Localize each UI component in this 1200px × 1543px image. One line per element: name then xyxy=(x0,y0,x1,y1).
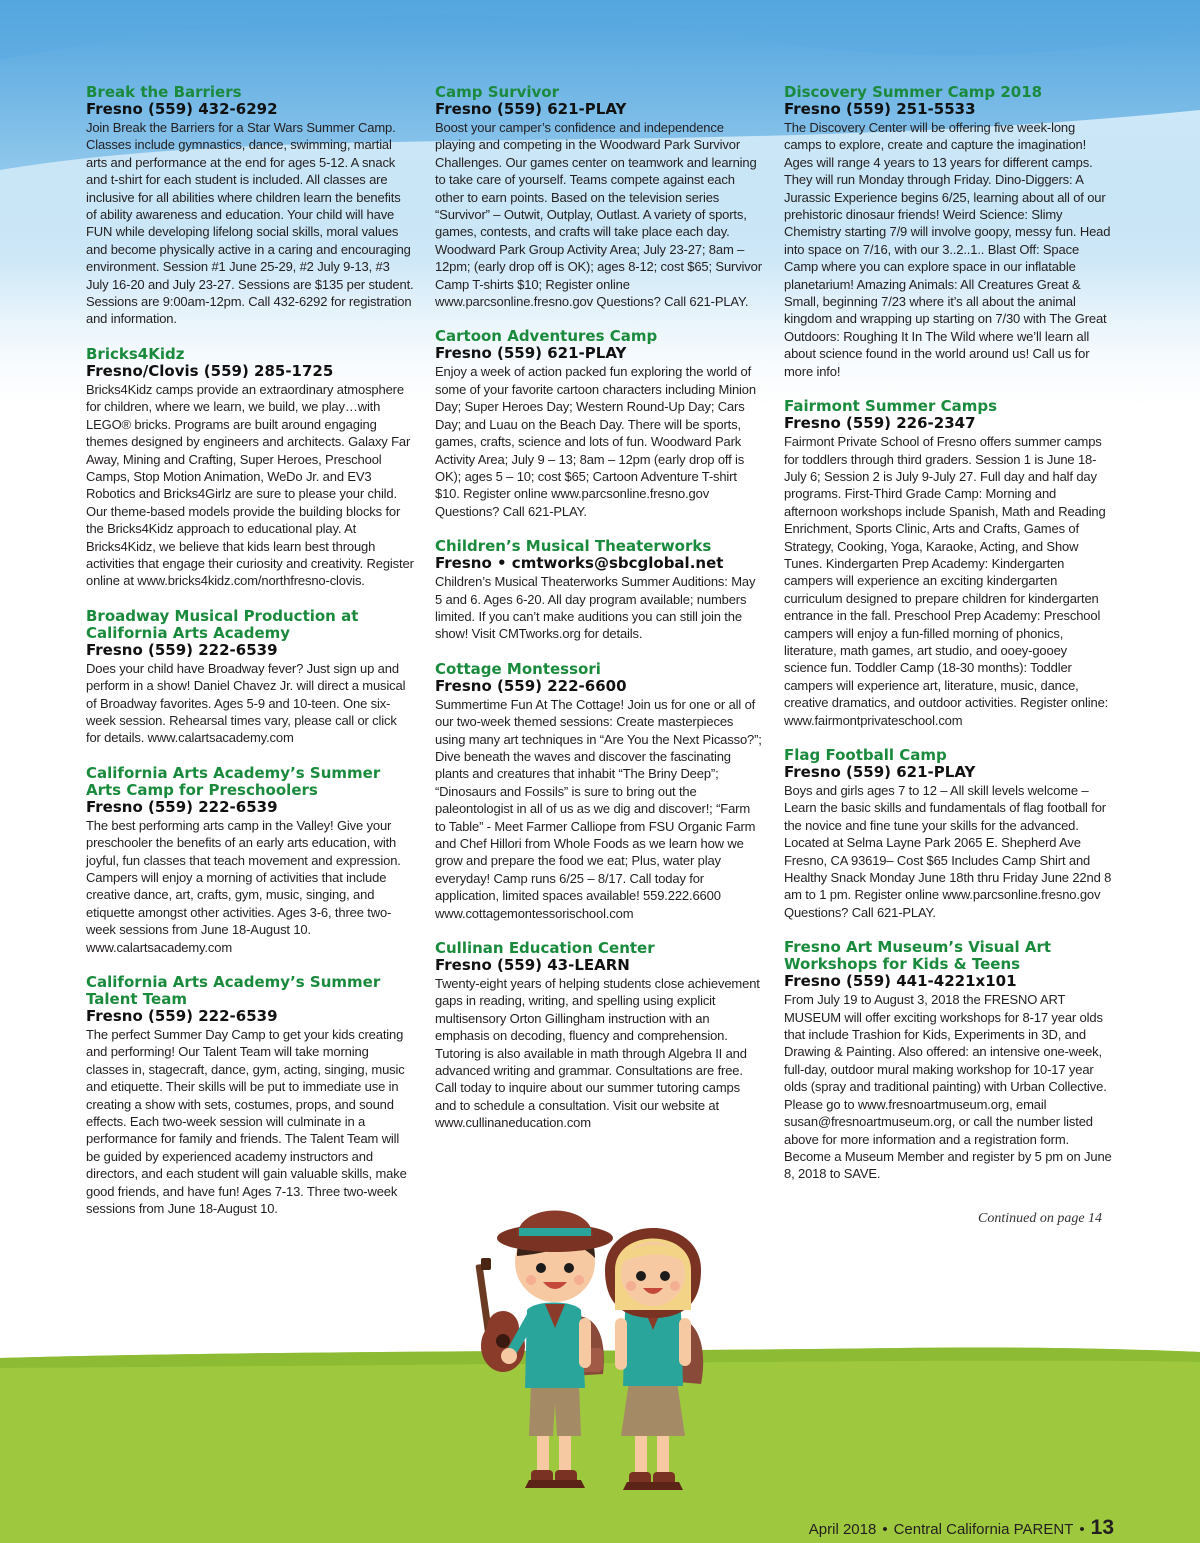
camper-kids-illustration xyxy=(455,1178,725,1518)
camp-title: Broadway Musical Production at California Arts Academy xyxy=(86,606,359,642)
page-number: 13 xyxy=(1090,1516,1114,1539)
camp-listing xyxy=(86,974,414,1217)
camp-listing xyxy=(435,661,763,922)
column-2 xyxy=(435,84,763,1150)
camp-contact: Fresno (559) 222-6600 xyxy=(435,676,627,695)
camp-title: Camp Survivor xyxy=(435,83,559,101)
camp-title: Cartoon Adventures Camp xyxy=(435,327,658,346)
camp-listing xyxy=(435,538,763,643)
camp-contact: Fresno/Clovis (559) 285-1725 xyxy=(86,361,334,380)
camp-listing xyxy=(435,84,763,310)
column-1 xyxy=(86,84,414,1236)
camp-contact: Fresno (559) 441-4221x101 xyxy=(784,972,1017,991)
publication-name: Central California PARENT xyxy=(893,1521,1074,1538)
camp-contact: Fresno • cmtworks@sbcglobal.net xyxy=(435,554,724,573)
camp-contact: Fresno (559) 432-6292 xyxy=(86,100,278,118)
camp-contact: Fresno (559) 621-PLAY xyxy=(435,100,627,118)
camp-description: Does your child have Broadway fever? Just sign up and perform in a show! Daniel Chavez Jr. will direct a musical of Broadway favorites. Ages 5-9 and 10-teen. One six-week session. Rehearsal times vary, please call or click for details. www.calartsacademy.com xyxy=(86,660,406,746)
camp-description: Fairmont Private School of Fresno offers summer camps for toddlers through third graders. Session 1 is June 18-July 6; Session 2 is July 9-July 27. Full day and half day programs. First-Third Grade Camp: Morning and afternoon workshops include Spanish, Math and Reading Enrichment, Sports Clinic, Arts and Crafts, Games of Strategy, Cooking, Yoga, Karaoke, Acting, and Show Tunes. Kindergarten Prep Academy: Kindergarten campers will experience an exciting kindergarten curriculum designed to prepare children for kindergarten entrance in the fall. Preschool Prep Academy: Preschool campers will enjoy a fun-filled morning of phonics, literature, math games, art studio, and ooey-gooey science fun. Toddler Camp (18-30 months): Toddler campers will experience art, literature, music, dance, creative dramatics, and outdoor activities. Register online: www.fairmontprivateschool.com xyxy=(784,434,1109,728)
camp-listing xyxy=(784,939,1112,1182)
camp-listing xyxy=(784,747,1112,921)
camp-contact: Fresno (559) 251-5533 xyxy=(784,100,976,118)
camp-title: Discovery Summer Camp 2018 xyxy=(784,83,1043,101)
camp-listing xyxy=(86,765,414,956)
footer-bullet: • xyxy=(882,1521,888,1538)
camp-description: From July 19 to August 3, 2018 the FRESNO ART MUSEUM will offer exciting workshops for 8-17 year olds that include Trashion for Kids, Experiments in 3D, and Drawing & Painting. Also offered: an intensive one-week, full-day, outdoor mural making workshop for 10-17 year olds (spray and traditional painting) with Urban Collective. Please go to www.fresnoartmuseum.org, email susan@fresnoartmuseum.org, or call the number listed above for more information and a registration form. Become a Museum Member and register by 5 pm on June 8, 2018 to SAVE. xyxy=(784,992,1112,1182)
camp-description: The perfect Summer Day Camp to get your kids creating and performing! Our Talent Team will take morning classes in, stagecraft, dance, gym, acting, singing, music and etiquette. Their skills will be put to immediate use in creating a show with sets, costumes, props, and sound effects. Each two-week session will culminate in a performance for family and friends. The Talent Team will be guided by experienced academy instructors and directors, and each student will gain valuable skills, make good friends, and have fun! Ages 7-13. Three two-week sessions from June 18-August 10. xyxy=(86,1027,407,1217)
camp-description: The best performing arts camp in the Valley! Give your preschooler the benefits of an early arts education, with joyful, fun classes that teach movement and expression. Campers will enjoy a morning of activities that include creative dance, art, crafts, gym, music, singing, and etiquette amongst other activities. Ages 3-6, three two-week sessions from June 18-August 10. www.calartsacademy.com xyxy=(86,817,401,955)
column-3 xyxy=(784,84,1112,1201)
continued-note: Continued on page 14 xyxy=(978,1211,1103,1226)
camp-listing xyxy=(784,398,1112,729)
camp-title: California Arts Academy’s Summer Arts Camp for Preschoolers xyxy=(86,763,381,799)
issue-date: April 2018 xyxy=(808,1521,877,1538)
camp-description: Bricks4Kidz camps provide an extraordinary atmosphere for children, where we learn, we build, we play…with LEGO® bricks. Programs are built around engaging themes designed by engineers and architects. Galaxy Far Away, Mining and Crafting, Super Heroes, Preschool Camps, Stop Motion Animation, WeDo Jr. and EV3 Robotics and Bricks4Girlz are sure to please your child. Our theme-based models provide the building blocks for the Bricks4Kidz approach to educational play. At Bricks4Kidz, we believe that kids learn best through activities that engage their curiosity and creativity. Register online at www.bricks4kidz.com/northfresno-clovis. xyxy=(86,381,414,589)
footer-bullet: • xyxy=(1079,1521,1085,1538)
camp-contact: Fresno (559) 222-6539 xyxy=(86,640,278,659)
camp-contact: Fresno (559) 222-6539 xyxy=(86,797,278,816)
camp-description: Boost your camper’s confidence and independence playing and competing in the Woodward Park Survivor Challenges. Our games center on teamwork and learning to take care of yourself. Teams compete against each other to earn points. Based on the television series “Survivor” – Outwit, Outplay, Outlast. A variety of sports, games, contests, and crafts will take place each day. Woodward Park Group Activity Area; July 23-27; 8am – 12pm; (early drop off is OK); ages 8-12; cost $65; Survivor Camp T-shirts $10; Register online www.parcsonline.fresno.gov Questions? Call 621-PLAY. xyxy=(435,120,762,310)
camp-description: Enjoy a week of action packed fun exploring the world of some of your favorite cartoon characters including Minion Day; Super Heroes Day; Western Round-Up Day; Cars Day; and Luau on the Beach Day. There will be sports, games, crafts, science and lots of fun. Woodward Park Activity Area; July 9 – 13; 8am – 12pm (early drop off is OK); ages 5 – 10; cost $65; Cartoon Adventure T-shirt $10. Register online www.parcsonline.fresno.gov Questions? Call 621-PLAY. xyxy=(435,364,756,519)
camp-contact: Fresno (559) 621-PLAY xyxy=(784,763,976,781)
camp-contact: Fresno (559) 226-2347 xyxy=(784,414,976,433)
camp-contact: Fresno (559) 43-LEARN xyxy=(435,956,630,975)
camp-title: Cullinan Education Center xyxy=(435,939,655,958)
camp-title: California Arts Academy’s Summer Talent Team xyxy=(86,973,381,1009)
girl-camper xyxy=(605,1228,703,1490)
camp-title: Break the Barriers xyxy=(86,83,242,101)
camp-title: Fairmont Summer Camps xyxy=(784,397,997,416)
camp-description: Twenty-eight years of helping students close achievement gaps in reading, writing, and spelling using explicit multisensory Orton Gillingham instruction with an emphasis on decoding, fluency and comprehension. Tutoring is also available in math through Algebra II and advanced writing and grammar. Consultations are free. Call today to inquire about our summer tutoring camps and to schedule a consultation. Visit our website at www.cullinaneducation.com xyxy=(435,976,760,1131)
camp-contact: Fresno (559) 222-6539 xyxy=(86,1007,278,1026)
camp-description: Boys and girls ages 7 to 12 – All skill levels welcome – Learn the basic skills and fundamentals of flag football for the novice and fine tune your skills for the advanced. Located at Selma Layne Park 2065 E. Shepherd Ave Fresno, CA 93619– Cost $65 Includes Camp Shirt and Healthy Snack Monday June 18th thru Friday June 22nd 8 am to 1 pm. Register online www.parcsonline.fresno.gov Questions? Call 621-PLAY. xyxy=(784,783,1112,920)
camp-description: Children’s Musical Theaterworks Summer Auditions: May 5 and 6. Ages 6-20. All day program available; numbers limited. If you can’t make auditions you can still join the show! Visit CMTworks.org for details. xyxy=(435,574,756,642)
camp-listing xyxy=(86,608,414,747)
camp-listing xyxy=(784,84,1112,380)
camp-listing xyxy=(86,84,414,328)
camp-title: Children’s Musical Theaterworks xyxy=(435,537,712,556)
camp-description: Join Break the Barriers for a Star Wars Summer Camp. Classes include gymnastics, dance, swimming, martial arts and performance at the end for ages 5-12. A snack and t-shirt for each student is included. All classes are inclusive for all abilities where children learn the benefits of ability awareness and education. Your child will have FUN while developing lifelong social skills, moral values and become physically active in a caring and encouraging environment. Session #1 June 25-29, #2 July 9-13, #3 July 16-20 and July 23-27. Sessions are $135 per student. Sessions are 9:00am-12pm. Call 432-6292 for registration and information. xyxy=(86,120,414,327)
camp-listing xyxy=(86,346,414,590)
camp-description: The Discovery Center will be offering five week-long camps to explore, create and capture the imagination! Ages will range 4 years to 13 years for different camps. They will run Monday through Friday. Dino-Diggers: A Jurassic Experience begins 6/25, learning about all of our prehistoric dinosaur friends! Weird Science: Slimy Chemistry starting 7/9 will involve goopy, messy fun. Head into space on 7/16, with our 3..2..1.. Blast Off: Space Camp where you can explore space in our inflatable planetarium! Amazing Animals: All Creatures Great & Small, beginning 7/23 where it’s all about the animal kingdom and wrapping up starting on 7/30 with The Great Outdoors: Roughing It In The Wild where we’ll learn all about science found in the world around us! Call us for more info! xyxy=(784,120,1111,379)
camp-title: Fresno Art Museum’s Visual Art Workshops for Kids & Teens xyxy=(784,938,1052,974)
camp-title: Flag Football Camp xyxy=(784,746,947,764)
camp-description: Summertime Fun At The Cottage! Join us for one or all of our two-week themed sessions: Create masterpieces using many art techniques in “Are You the Next Picasso?”; Dive beneath the waves and discover the fascinating plants and creatures that inhabit “The Briny Deep”; “Dinosaurs and Fossils” is sure to bring out the paleontologist in all of us as we dig and discover!; “Farm to Table” - Meet Farmer Calliope from FSU Organic Farm and Chef Hillori from Whole Foods as we learn how we grow and prepare the food we eat; Plus, water play everyday! Camp runs 6/25 – 8/17. Call today for application, limited spaces available! 559.222.6600 www.cottagemontessorischool.com xyxy=(435,696,762,921)
camp-contact: Fresno (559) 621-PLAY xyxy=(435,344,627,363)
boy-camper xyxy=(475,1211,613,1489)
camp-listing xyxy=(435,328,763,520)
camp-listing xyxy=(435,940,763,1132)
page-footer xyxy=(809,1516,1114,1540)
camp-title: Bricks4Kidz xyxy=(86,344,185,363)
camp-title: Cottage Montessori xyxy=(435,659,601,678)
